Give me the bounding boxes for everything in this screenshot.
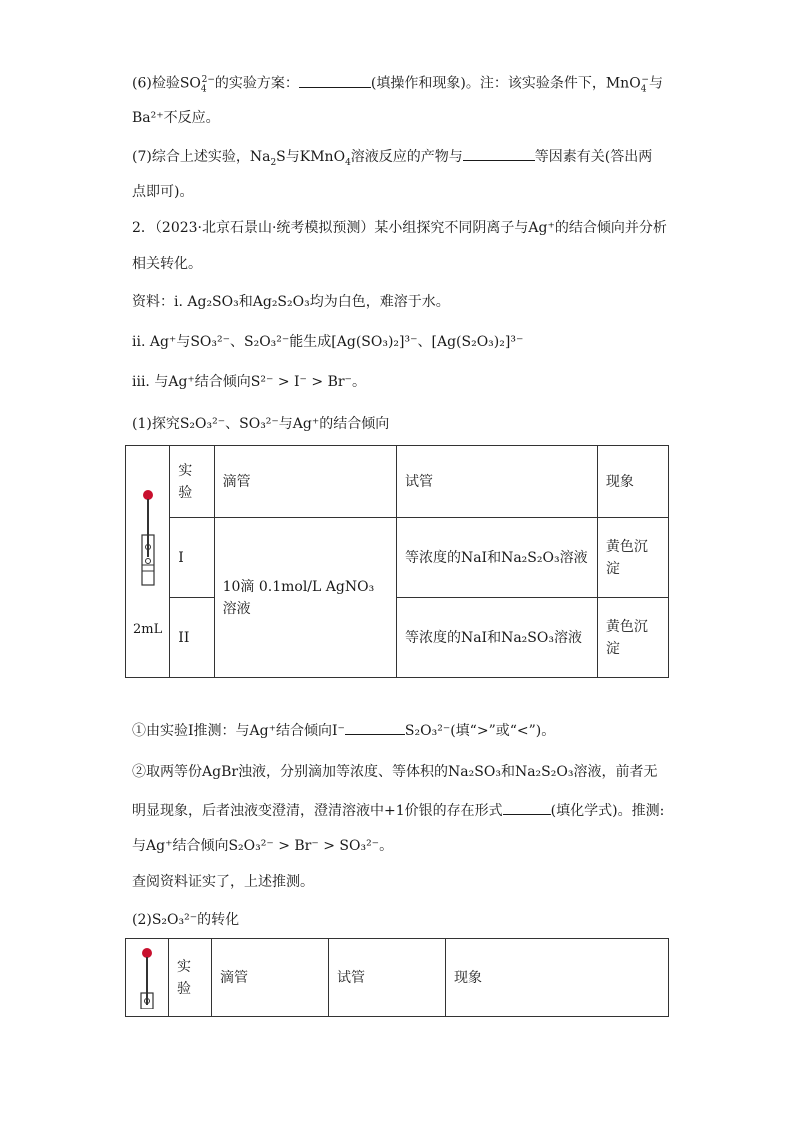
question-2-line1: 2．（2023·北京石景山·统考模拟预测）某小组探究不同阴离子与Ag⁺的结合倾向并分析 [132, 220, 667, 236]
part1-title: (1)探究S₂O₃²⁻、SO₃²⁻与Ag⁺的结合倾向 [132, 416, 390, 432]
volume-label: 2mL [133, 622, 163, 637]
confirm-line: 查阅资料证实了，上述推测。 [132, 874, 314, 890]
info-ii: ii. Ag⁺与SO₃²⁻、S₂O₃²⁻能生成[Ag(SO₃)₂]³⁻、[Ag(S₂O₃)₂]³⁻ [132, 334, 524, 350]
experiment-table-2 [125, 938, 669, 1017]
header-experiment: 实 验 [170, 446, 214, 518]
header2-tube: 试管 [329, 939, 446, 1017]
apparatus-cell-2 [126, 939, 169, 1017]
header2-phenomenon: 现象 [446, 939, 669, 1017]
answer-blank-q1a[interactable] [345, 720, 405, 735]
row-I-tube: 等浓度的NaI和Na₂S₂O₃溶液 [396, 518, 597, 598]
q1b-line3: 与Ag⁺结合倾向S₂O₃²⁻ > Br⁻ > SO₃²⁻。 [132, 838, 394, 854]
header2-dropper: 滴管 [212, 939, 329, 1017]
q6-line1: (6)检验$SO_4^{2-}$的实验方案： (填操作和现象)。注：该实验条件下，MnO$_4$−与 [132, 70, 663, 99]
info-i: 资料：i. Ag₂SO₃和Ag₂S₂O₃均为白色，难溶于水。 [132, 294, 450, 310]
header2-experiment: 实 验 [169, 939, 212, 1017]
question-2-line2: 相关转化。 [132, 256, 202, 272]
answer-blank-q1b[interactable] [503, 800, 551, 815]
q6-line2: Ba²⁺不反应。 [132, 110, 220, 126]
dropper-tube-icon [128, 485, 168, 615]
row-I-phenomenon: 黄色沉淀 [597, 518, 668, 598]
row-II-tube: 等浓度的NaI和Na₂SO₃溶液 [396, 598, 597, 678]
answer-blank-q7[interactable] [463, 146, 535, 161]
info-iii: iii. 与Ag⁺结合倾向S²⁻ > I⁻ > Br⁻。 [132, 374, 366, 390]
q6-prefix: (6)检验SO [132, 75, 201, 92]
experiment-table-1 [125, 445, 669, 678]
dropper-tube-icon [127, 939, 167, 1009]
q7-line2: 点即可)。 [132, 184, 194, 200]
header-tube: 试管 [396, 446, 597, 518]
header-dropper: 滴管 [214, 446, 396, 518]
apparatus-cell [126, 446, 170, 678]
q1a-line: ①由实验I推测：与Ag⁺结合倾向I⁻ S₂O₃²⁻(填“>”或“<”)。 [132, 720, 555, 741]
q1b-line1: ②取两等份AgBr浊液，分别滴加等浓度、等体积的Na₂SO₃和Na₂S₂O₃溶液，前者无 [132, 764, 658, 780]
dropper-content: 10滴 0.1mol/L AgNO₃溶液 [214, 518, 396, 678]
part2-title: (2)S₂O₃²⁻的转化 [132, 912, 240, 928]
header-phenomenon: 现象 [597, 446, 668, 518]
q7-line1: (7)综合上述实验，$Na_2S$与KMnO$_4$溶液反应的产物与 等因素有关(答出两 [132, 146, 652, 173]
row-I-id: I [170, 518, 214, 598]
answer-blank-q6[interactable] [299, 73, 371, 88]
row-II-id: II [170, 598, 214, 678]
q1b-line2: 明显现象，后者浊液变澄清，澄清溶液中+1价银的存在形式 (填化学式)。推测: [132, 800, 664, 821]
row-II-phenomenon: 黄色沉淀 [597, 598, 668, 678]
